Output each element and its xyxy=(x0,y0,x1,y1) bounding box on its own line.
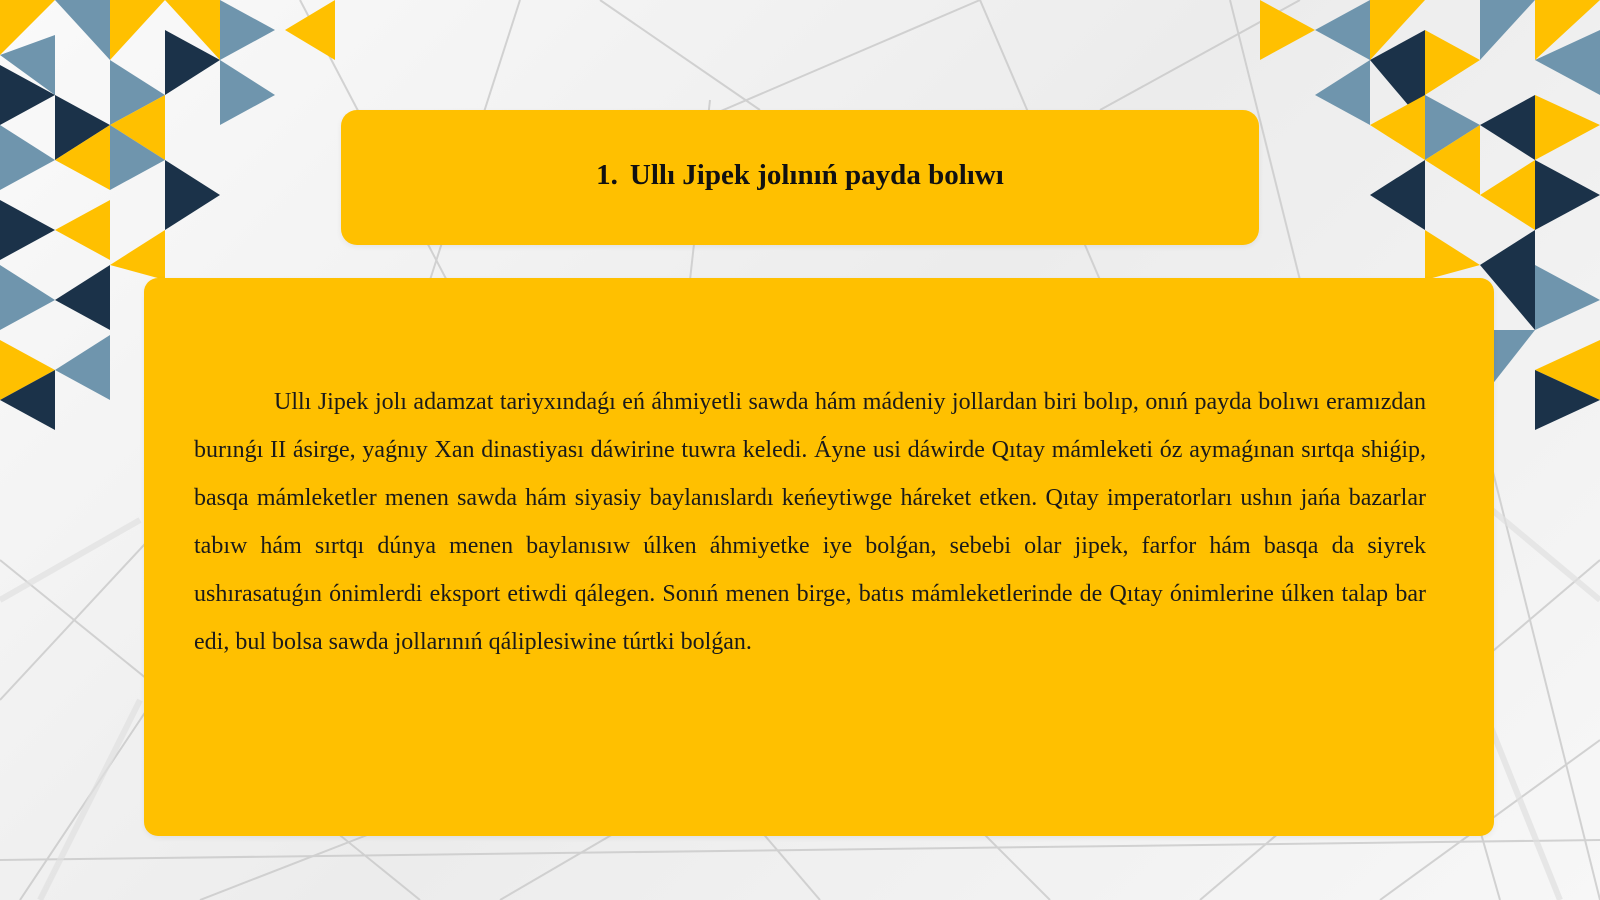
title-label: Ullı Jipek jolınıń payda bolıwı xyxy=(629,159,1004,191)
title-number: 1. xyxy=(596,159,618,191)
title-box xyxy=(341,110,1259,245)
slide-title xyxy=(596,159,1004,192)
content-box xyxy=(144,278,1494,836)
body-paragraph: Ullı Jipek jolı adamzat tariyxındaǵı eń áhmiyetli sawda hám mádeniy jollardan biri bolıp, onıń payda bolıwı eramızdan burınǵı II ásirge, yaǵnıy Xan dinastiyası dáwirine tuwra keledi. Áyne usi dáwirde Qıtay mámleketi óz aymaǵınan sırtqa shiǵip, basqa mámleketler menen sawda hám siyasiy baylanıslardı keńeytiwge háreket etken. Qıtay imperatorları ushın jańa bazarlar tabıw hám sırtqı dúnya menen baylanısıw úlken áhmiyetke iye bolǵan, sebebi olar jipek, farfor hám basqa da siyrek ushırasatuǵın ónimlerdi eksport etiwdi qálegen. Sonıń menen birge, batıs mámleketlerinde de Qıtay ónimlerine úlken talap bar edi, bul bolsa sawda jollarınıń qáliplesiwine túrtki bolǵan. xyxy=(194,389,1426,655)
